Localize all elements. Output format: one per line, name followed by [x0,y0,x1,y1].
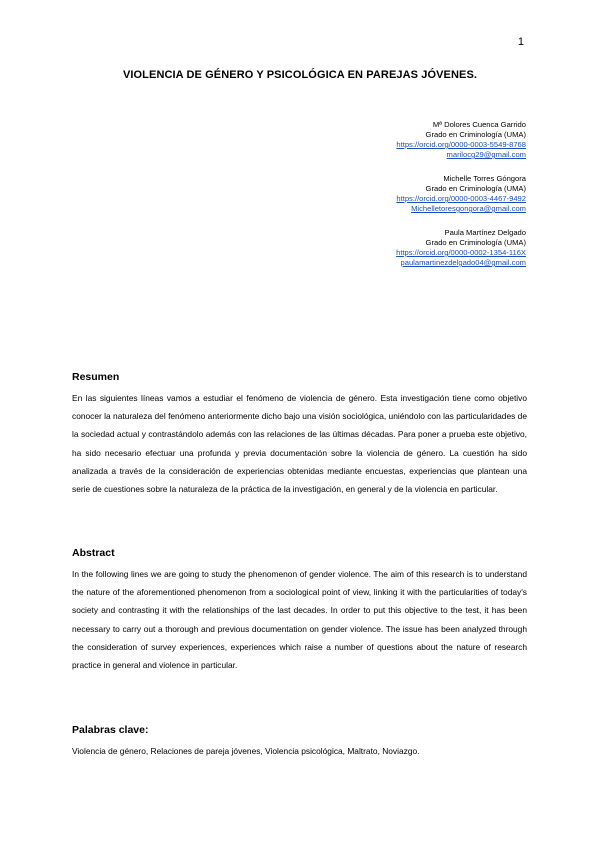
author-email-link[interactable]: paulamartinezdelgado04@gmail.com [400,258,526,267]
author-affiliation: Grado en Criminología (UMA) [425,130,526,139]
author-affiliation: Grado en Criminología (UMA) [425,238,526,247]
abstract-section [72,547,527,674]
author-affiliation: Grado en Criminología (UMA) [425,184,526,193]
keywords-section [72,724,527,760]
author-orcid-link[interactable]: https://orcid.org/0000-0003-4467-9492 [396,194,526,203]
author-email-link[interactable]: Michelletoresgongora@gmail.com [411,204,526,213]
abstract-text: In the following lines we are going to study the phenomenon of gender violence. The aim of this research is to understand the nature of the aforementioned phenomenon from a sociological point of view, linking it with the particularities of today's society and contrasting it with the relationships of the last decades. In order to put this objective to the test, it has been necessary to carry out a thorough and previous documentation on gender violence. The issue has been analyzed through the consideration of survey experiences, experiences which raise a number of questions about the nature of research practice in general and violence in particular. [72,569,527,671]
author-entry [396,174,526,214]
author-orcid-link[interactable]: https://orcid.org/0000-0003-5549-8768 [396,140,526,149]
keywords-heading: Palabras clave: [72,724,149,736]
resumen-section [72,371,527,498]
author-name: Mª Dolores Cuenca Garrido [432,120,526,129]
resumen-heading: Resumen [72,371,120,383]
keywords-text: Violencia de género, Relaciones de pareja jóvenes, Violencia psicológica, Maltrato, Noviazgo. [72,746,420,756]
resumen-text: En las siguientes líneas vamos a estudiar el fenómeno de violencia de género. Esta investigación tiene como objetivo conocer la naturaleza del fenómeno anteriormente dicho bajo una visión sociológica, uniéndolo con las particularidades de la sociedad actual y contrastándolo además con las relaciones de las últimas décadas. Para poner a prueba este objetivo, ha sido necesario efectuar una profunda y previa documentación sobre la violencia de género. La cuestión ha sido analizada a través de la consideración de experiencias obtenidas mediante encuestas, experiencias que plantean una serie de cuestiones sobre la naturaleza de la práctica de la investigación, en general y de la violencia en particular. [72,393,527,495]
author-orcid-link[interactable]: https://orcid.org/0000-0002-1354-116X [396,248,526,257]
author-block [396,120,526,282]
paper-title: VIOLENCIA DE GÉNERO Y PSICOLÓGICA EN PAREJAS JÓVENES. [122,69,478,81]
abstract-heading: Abstract [72,547,115,559]
author-entry [396,228,526,268]
author-name: Michelle Torres Góngora [443,174,526,183]
author-name: Paula Martínez Delgado [444,228,526,237]
page-number: 1 [517,36,524,48]
author-entry [396,120,526,160]
author-email-link[interactable]: marilocg29@gmail.com [446,150,526,159]
